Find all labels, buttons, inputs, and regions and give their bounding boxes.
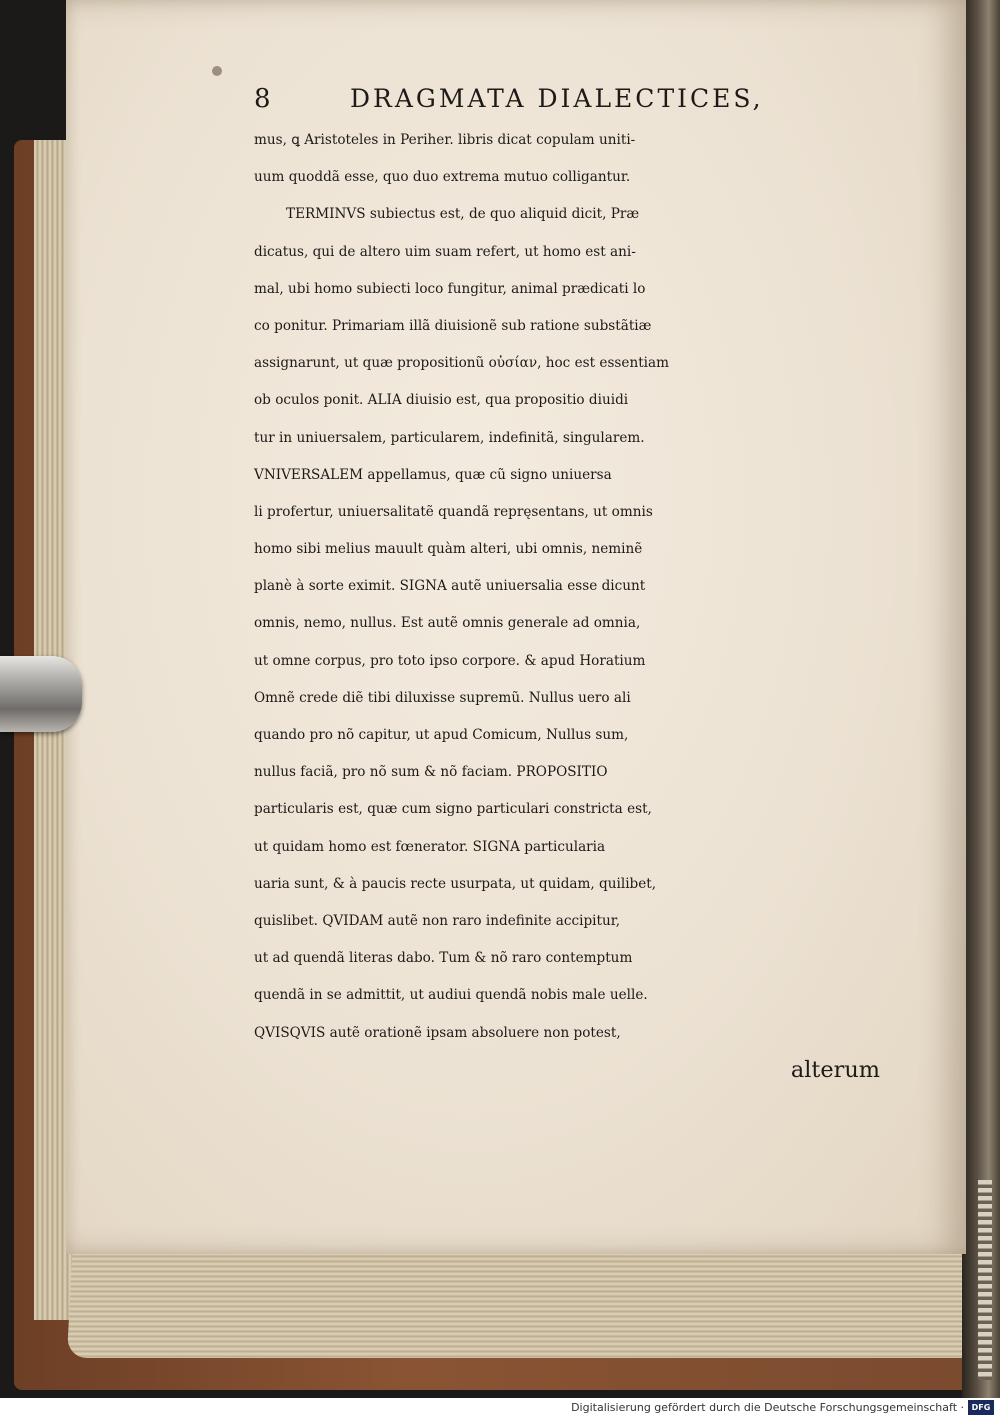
footer-strip xyxy=(0,1398,1000,1418)
text-line: mal, ubi homo subiecti loco fungitur, animal prædicati lo xyxy=(254,280,646,297)
digitization-credit: Digitalisierung gefördert durch die Deutsche Forschungsgemeinschaft · xyxy=(571,1401,964,1414)
text-line: VNIVERSALEM appellamus, quæ cũ signo uniuersa xyxy=(254,466,612,483)
page-number: 8 xyxy=(254,84,274,114)
text-line: omnis, nemo, nullus. Est autẽ omnis generale ad omnia, xyxy=(254,615,641,632)
text-line: ut quidam homo est fœnerator. SIGNA particularia xyxy=(254,838,606,855)
text-line: quendã in se admittit, ut audiui quendã nobis male uelle. xyxy=(254,987,648,1004)
text-line: TERMINVS subiectus est, de quo aliquid dicit, Præ xyxy=(286,206,640,223)
text-line: mus, ꝗ Aristoteles in Periher. libris dicat copulam uniti- xyxy=(254,132,636,148)
text-line: Omnẽ crede diẽ tibi diluxisse supremũ. Nullus uero ali xyxy=(254,689,631,706)
page-text-block xyxy=(254,82,894,1089)
body-text xyxy=(254,122,894,1052)
dfg-logo: DFG xyxy=(968,1400,994,1415)
running-head: DRAGMATA DIALECTICES, xyxy=(350,84,764,113)
catchword: alterum xyxy=(790,1056,880,1083)
text-line: dicatus, qui de altero uim suam refert, ut homo est ani- xyxy=(254,243,636,260)
text-line: QVISQVIS autẽ orationẽ ipsam absoluere non potest, xyxy=(254,1024,621,1041)
text-line: ob oculos ponit. ALIA diuisio est, qua propositio diuidi xyxy=(254,392,629,409)
text-line: li profertur, uniuersalitatẽ quandã repręsentans, ut omnis xyxy=(254,503,653,520)
page-header xyxy=(254,82,894,122)
text-line: particularis est, quæ cum signo particulari constricta est, xyxy=(254,801,652,818)
binding-stitching xyxy=(978,1180,992,1380)
text-line: quando pro nõ capitur, ut apud Comicum, Nullus sum, xyxy=(254,727,629,743)
text-line: ut omne corpus, pro toto ipso corpore. & apud Horatium xyxy=(254,652,646,669)
page-bottom-edges xyxy=(67,1238,973,1358)
text-line: assignarunt, ut quæ propositionũ οὐσίαν, hoc est essentiam xyxy=(254,355,670,372)
page-spot-mark xyxy=(212,66,222,76)
text-line: quislibet. QVIDAM autẽ non raro indefinite accipitur, xyxy=(254,912,621,929)
page-holder-clip xyxy=(0,656,82,732)
text-line: co ponitur. Primariam illã diuisionẽ sub ratione substãtiæ xyxy=(254,317,652,334)
text-line: nullus faciã, pro nõ sum & nõ faciam. PROPOSITIO xyxy=(254,764,608,781)
text-line: uaria sunt, & à paucis recte usurpata, ut quidam, quilibet, xyxy=(254,875,657,892)
text-line: homo sibi melius mauult quàm alteri, ubi omnis, neminẽ xyxy=(254,541,643,558)
text-line: planè à sorte eximit. SIGNA autẽ uniuersalia esse dicunt xyxy=(254,578,646,595)
text-line: tur in uniuersalem, particularem, indefinitã, singularem. xyxy=(254,429,645,446)
text-line: ut ad quendã literas dabo. Tum & nõ raro contemptum xyxy=(254,950,633,967)
text-line: uum quoddã esse, quo duo extrema mutuo colligantur. xyxy=(254,169,631,186)
